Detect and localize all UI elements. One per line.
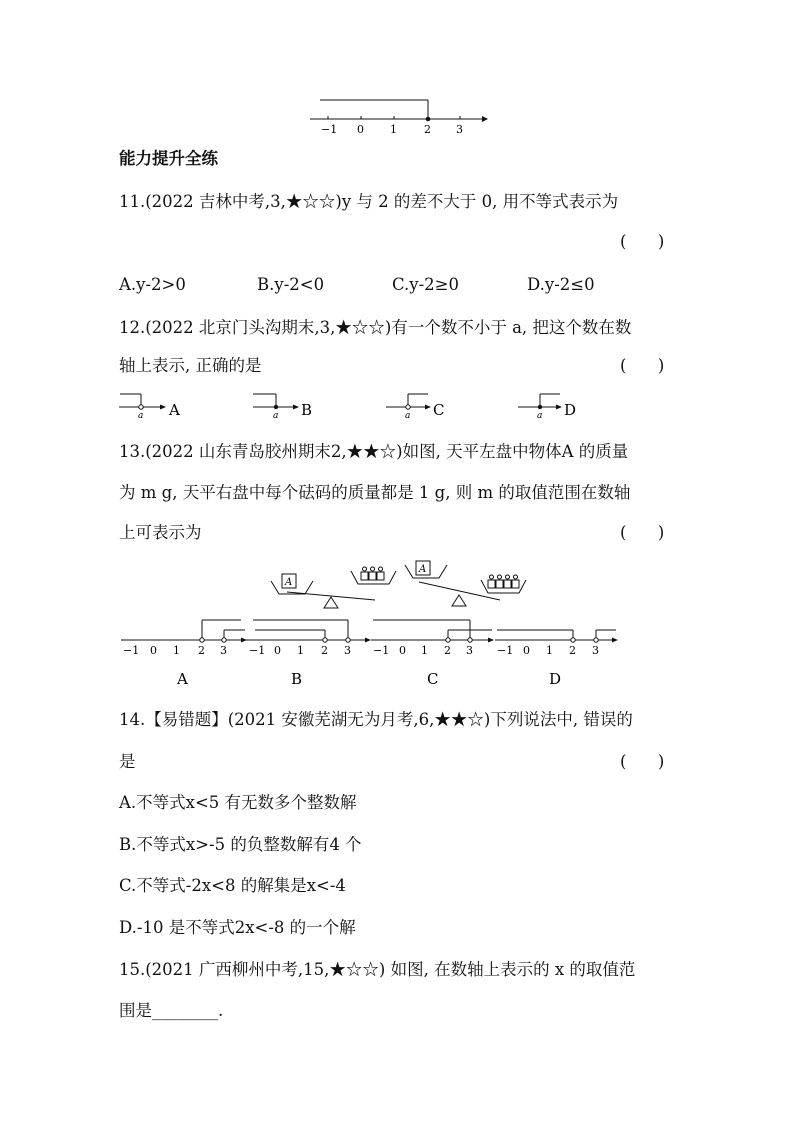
q13-line1: 13.(2022 山东青岛胶州期末2,★★☆)如图, 天平左盘中物体A 的质量 <box>119 442 629 461</box>
q13-label-a: A <box>177 670 188 688</box>
q13-label-b: B <box>291 670 303 688</box>
tick-label: 1 <box>421 644 428 657</box>
tick-label: 3 <box>344 644 351 657</box>
tick-label: 1 <box>173 644 180 657</box>
tick-label: 3 <box>456 123 463 136</box>
tick-label: 0 <box>523 644 530 657</box>
q12-option-diagrams <box>115 390 595 424</box>
q13-line3: 上可表示为 <box>119 523 202 542</box>
q12-label-a: A <box>169 401 180 419</box>
q12-point-label: a <box>273 411 279 421</box>
q13-label-d: D <box>549 670 562 688</box>
q12-label-d: D <box>564 401 577 419</box>
tick-label: 2 <box>424 123 431 136</box>
q14-option-b: B.不等式x>-5 的负整数解有4 个 <box>119 835 362 854</box>
q13-line2: 为 m g, 天平右盘中每个砝码的质量都是 1 g, 则 m 的取值范围在数轴 <box>119 483 631 502</box>
q13-label-c: C <box>427 670 439 688</box>
tick-label: 0 <box>399 644 406 657</box>
tick-label: 2 <box>321 644 328 657</box>
tick-label: 0 <box>150 644 157 657</box>
tick-label: −1 <box>123 644 140 657</box>
section-title: 能力提升全练 <box>119 149 218 168</box>
tick-label: 3 <box>220 644 227 657</box>
q12-point-label: a <box>537 411 543 421</box>
solid-point <box>426 117 431 122</box>
q12-point-label: a <box>138 411 144 421</box>
balance-scale-2 <box>405 561 526 606</box>
q14-option-d: D.-10 是不等式2x<-8 的一个解 <box>119 918 356 937</box>
tick-label: 2 <box>198 644 205 657</box>
q14-line2: 是 <box>119 752 136 771</box>
q11-option-a: A.y-2>0 <box>119 275 186 294</box>
q12-point-label: a <box>405 411 411 421</box>
q13-axis-a <box>121 620 247 688</box>
q12-diagram-d <box>518 394 576 421</box>
q15-line2: 围是________. <box>119 1001 224 1020</box>
q11-stem: 11.(2022 吉林中考,3,★☆☆)y 与 2 的差不大于 0, 用不等式表示为 <box>119 192 619 211</box>
tick-label: 2 <box>569 644 576 657</box>
q13-balance-scales <box>265 560 535 616</box>
q11-option-b: B.y-2<0 <box>257 275 325 294</box>
object-a-label: A <box>419 564 427 575</box>
top-number-line <box>300 92 500 140</box>
balance-scale-1 <box>271 567 396 608</box>
q11-answer-bracket: ( ) <box>620 232 665 251</box>
q12-label-b: B <box>301 401 313 419</box>
tick-label: 3 <box>466 644 473 657</box>
q12-answer-bracket: ( ) <box>620 356 665 375</box>
tick-label: 0 <box>357 123 364 136</box>
q12-diagram-b <box>253 394 312 421</box>
q12-diagram-a <box>119 394 180 421</box>
q11-option-d: D.y-2≤0 <box>527 275 595 294</box>
q12-line2: 轴上表示, 正确的是 <box>119 356 262 375</box>
tick-label: −1 <box>321 123 338 136</box>
object-a-label: A <box>285 577 293 588</box>
q12-diagram-c <box>386 394 444 421</box>
tick-label: 0 <box>274 644 281 657</box>
tick-label: −1 <box>373 644 390 657</box>
q13-axis-c <box>371 620 494 688</box>
q14-line1: 14.【易错题】(2021 安徽芜湖无为月考,6,★★☆)下列说法中, 错误的 <box>119 710 633 729</box>
tick-label: −1 <box>497 644 514 657</box>
q14-option-c: C.不等式-2x<8 的解集是x<-4 <box>119 876 346 895</box>
q13-axis-b <box>245 620 371 688</box>
q13-number-lines <box>115 612 625 694</box>
q12-line1: 12.(2022 北京门头沟期末,3,★☆☆)有一个数不小于 a, 把这个数在数 <box>119 318 632 337</box>
q11-option-c: C.y-2≥0 <box>392 275 459 294</box>
tick-label: 2 <box>444 644 451 657</box>
tick-label: 3 <box>592 644 599 657</box>
tick-label: −1 <box>249 644 266 657</box>
q12-label-c: C <box>433 401 445 419</box>
q13-axis-d <box>495 630 618 688</box>
q15-line1: 15.(2021 广西柳州中考,15,★☆☆) 如图, 在数轴上表示的 x 的取值范 <box>119 960 636 979</box>
q14-option-a: A.不等式x<5 有无数多个整数解 <box>119 793 357 812</box>
q14-answer-bracket: ( ) <box>620 752 665 771</box>
tick-label: 1 <box>390 123 397 136</box>
tick-label: 1 <box>297 644 304 657</box>
tick-label: 1 <box>546 644 553 657</box>
q13-answer-bracket: ( ) <box>620 523 665 542</box>
